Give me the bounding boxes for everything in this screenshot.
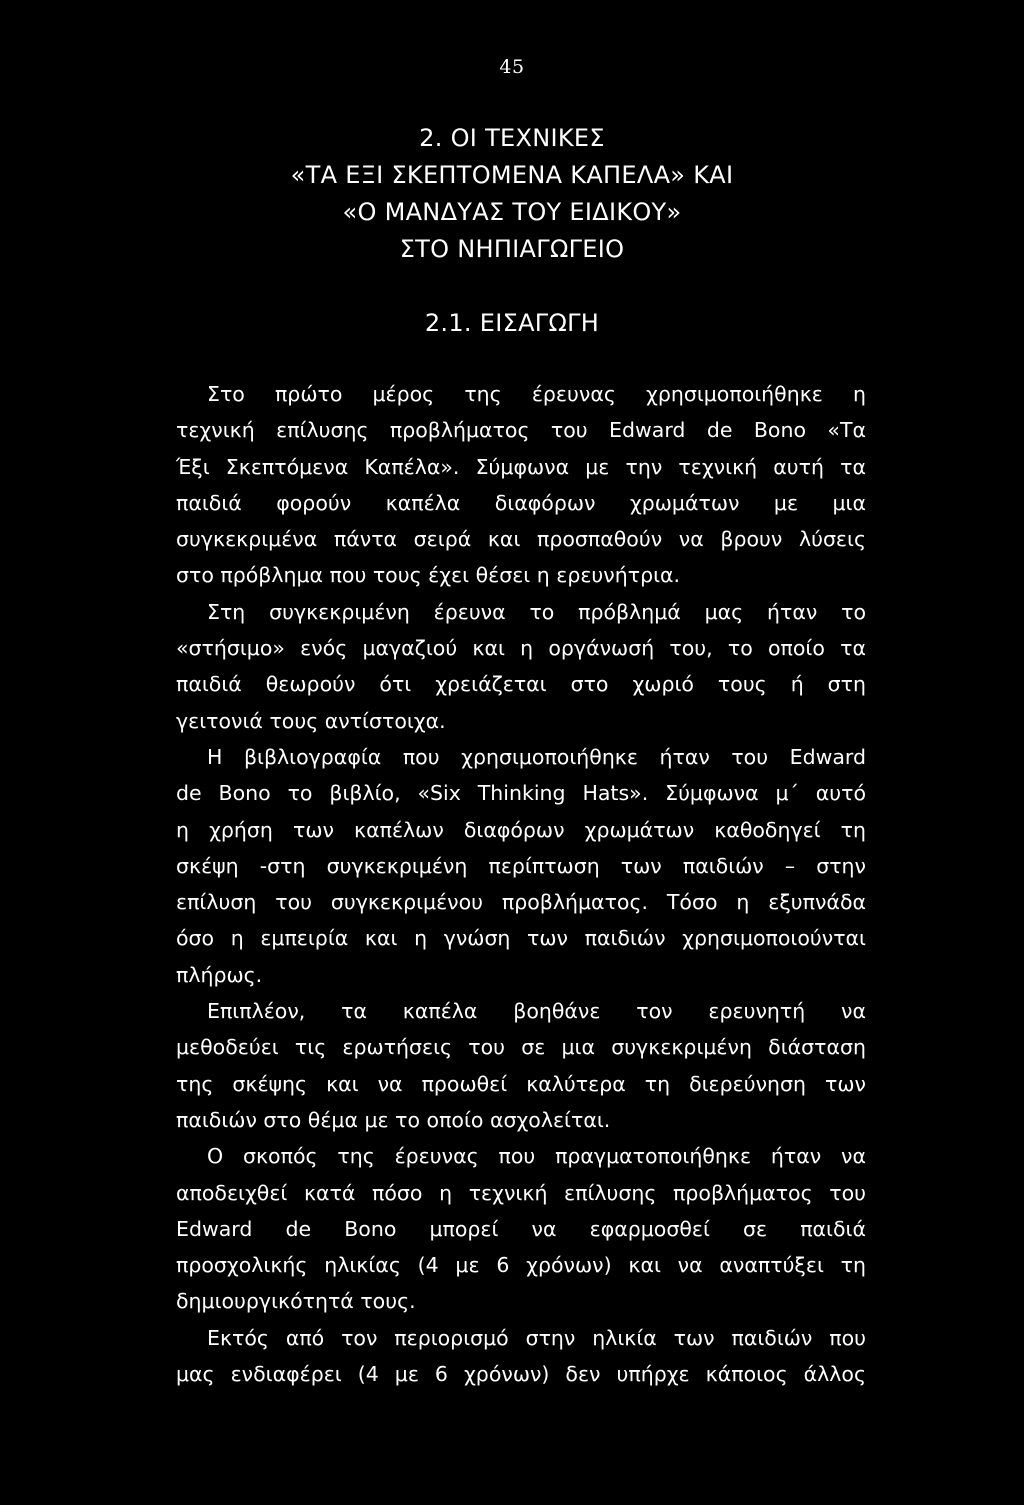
text-line: παιδιά θεωρούν ότι χρειάζεται στο χωριό τους ή στη bbox=[176, 672, 866, 697]
text-line: η χρήση των καπέλων διαφόρων χρωμάτων καθοδηγεί τη bbox=[176, 817, 866, 842]
text-line: μας ενδιαφέρει (4 με 6 χρόνων) δεν υπήρχε κάποιος άλλος bbox=[176, 1362, 866, 1387]
text-line: παιδιών στο θέμα με το οποίο ασχολείται. bbox=[176, 1107, 611, 1132]
text-line: όσο η εμπειρία και η γνώση των παιδιών χρησιμοποιούνται bbox=[176, 926, 866, 951]
section-title: 2.1. ΕΙΣΑΓΩΓΗ bbox=[424, 309, 600, 337]
chapter-title-line: «ΤΑ ΕΞΙ ΣΚΕΠΤΟΜΕΝΑ ΚΑΠΕΛΑ» ΚΑΙ bbox=[290, 161, 734, 189]
text-line: de Bono το βιβλίο, «Six Thinking Hats». Σύμφωνα μ΄ αυτό bbox=[176, 781, 866, 806]
text-line: σκέψη -στη συγκεκριμένη περίπτωση των παιδιών – στην bbox=[176, 853, 866, 878]
text-line: της σκέψης και να προωθεί καλύτερα τη διερεύνηση των bbox=[176, 1071, 866, 1096]
text-line: στο πρόβλημα που τους έχει θέσει η ερευνήτρια. bbox=[176, 563, 681, 588]
chapter-title-line: 2. ΟΙ ΤΕΧΝΙΚΕΣ bbox=[419, 124, 605, 152]
text-line: Έξι Σκεπτόμενα Καπέλα». Σύμφωνα με την τεχνική αυτή τα bbox=[176, 454, 866, 479]
page-number: 45 bbox=[499, 56, 525, 78]
text-line: Η βιβλιογραφία που χρησιμοποιήθηκε ήταν του Edward bbox=[207, 744, 866, 769]
text-line: επίλυση του συγκεκριμένου προβλήματος. Τόσο η εξυπνάδα bbox=[176, 890, 866, 915]
text-line: συγκεκριμένα πάντα σειρά και προσπαθούν να βρουν λύσεις bbox=[176, 527, 866, 552]
text-line: γειτονιά τους αντίστοιχα. bbox=[176, 708, 446, 733]
text-line: Στο πρώτο μέρος της έρευνας χρησιμοποιήθηκε η bbox=[207, 382, 866, 406]
body-text bbox=[176, 376, 866, 1392]
text-line: Στη συγκεκριμένη έρευνα το πρόβλημά μας ήταν το bbox=[207, 599, 866, 624]
text-line: «στήσιμο» ενός μαγαζιού και η οργάνωσή του, το οποίο τα bbox=[176, 636, 866, 661]
text-line: Επιπλέον, τα καπέλα βοηθάνε τον ερευνητή να bbox=[207, 999, 866, 1024]
text-line: δημιουργικότητά τους. bbox=[176, 1289, 416, 1314]
text-line: πλήρως. bbox=[176, 962, 263, 987]
chapter-title bbox=[0, 120, 1024, 268]
text-line: προσχολικής ηλικίας (4 με 6 χρόνων) και να αναπτύξει τη bbox=[176, 1253, 866, 1278]
chapter-title-line: ΣΤΟ ΝΗΠΙΑΓΩΓΕΙΟ bbox=[399, 235, 625, 263]
text-line: παιδιά φορούν καπέλα διαφόρων χρωμάτων με μια bbox=[176, 490, 866, 515]
chapter-title-line: «Ο ΜΑΝΔΥΑΣ ΤΟΥ ΕΙΔΙΚΟΥ» bbox=[342, 198, 682, 226]
text-line: αποδειχθεί κατά πόσο η τεχνική επίλυσης προβλήματος του bbox=[176, 1180, 866, 1205]
text-line: Edward de Bono μπορεί να εφαρμοσθεί σε παιδιά bbox=[176, 1216, 866, 1241]
text-line: τεχνική επίλυσης προβλήματος του Edward de Bono «Τα bbox=[176, 418, 866, 443]
text-line: Ο σκοπός της έρευνας που πραγματοποιήθηκε ήταν να bbox=[207, 1144, 866, 1169]
text-line: Εκτός από τον περιορισμό στην ηλικία των παιδιών που bbox=[207, 1325, 866, 1350]
text-line: μεθοδεύει τις ερωτήσεις του σε μια συγκεκριμένη διάσταση bbox=[176, 1035, 866, 1060]
